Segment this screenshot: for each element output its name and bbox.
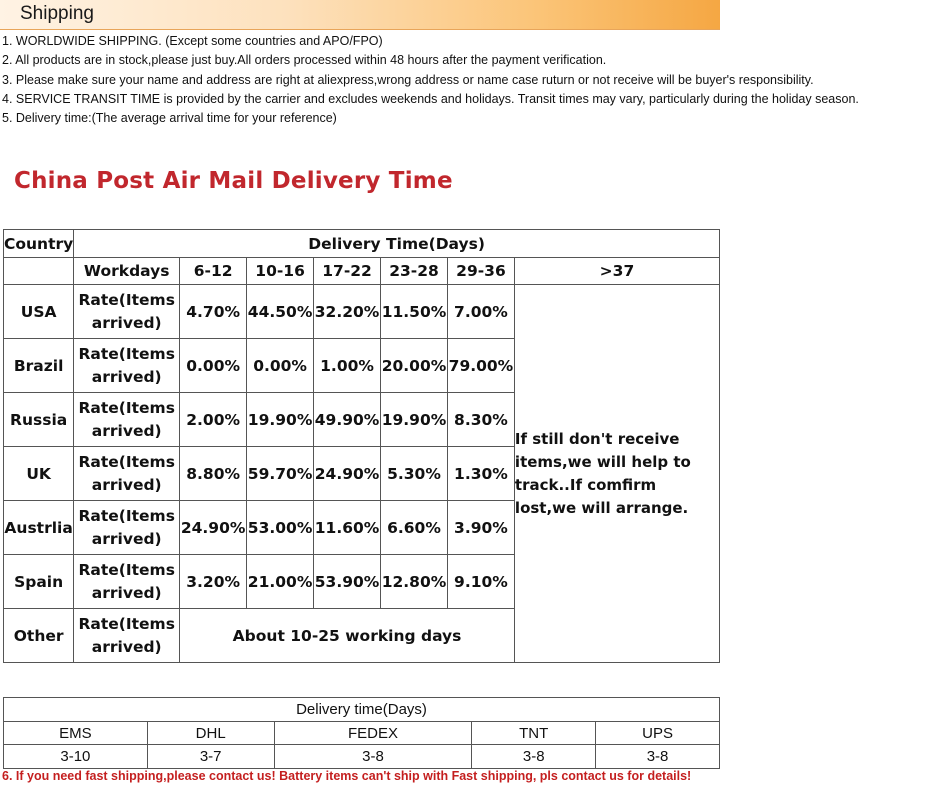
rate-value: 8.30% <box>447 393 514 447</box>
rate-value: 3.90% <box>447 501 514 555</box>
rate-value: 0.00% <box>247 339 314 393</box>
delivery-time-header: Delivery Time(Days) <box>74 230 720 258</box>
rate-label: Rate(Items arrived) <box>74 609 180 663</box>
rate-value: 59.70% <box>247 447 314 501</box>
rate-value: 4.70% <box>180 285 247 339</box>
empty-cell <box>4 258 74 285</box>
rate-value: 79.00% <box>447 339 514 393</box>
rate-value: 8.80% <box>180 447 247 501</box>
carrier-name: UPS <box>596 722 720 745</box>
fast-shipping-notice: 6. If you need fast shipping,please contact us! Battery items can't ship with Fast shipping, pls contact us for details! <box>2 769 692 783</box>
range-header: 17-22 <box>314 258 381 285</box>
note-item: 4. SERVICE TRANSIT TIME is provided by the carrier and excludes weekends and holidays. Transit times may vary, particularly during the holiday season. <box>2 91 859 106</box>
rate-value: 11.60% <box>314 501 381 555</box>
rate-value: 24.90% <box>314 447 381 501</box>
range-header: 23-28 <box>381 258 448 285</box>
note-item: 1. WORLDWIDE SHIPPING. (Except some countries and APO/FPO) <box>2 34 383 48</box>
country-header: Country <box>4 230 74 258</box>
range-header: 29-36 <box>447 258 514 285</box>
airmail-delivery-table <box>3 229 720 663</box>
tracking-note: If still don't receive items,we will help to track..If comfirm lost,we will arrange. <box>514 285 719 663</box>
rate-value: 3.20% <box>180 555 247 609</box>
country-name: Other <box>4 609 74 663</box>
rate-value: 19.90% <box>247 393 314 447</box>
shipping-notes <box>2 32 927 128</box>
rate-value: 32.20% <box>314 285 381 339</box>
express-delivery-table <box>3 697 720 769</box>
banner-title: Shipping <box>20 3 94 24</box>
rate-value: 2.00% <box>180 393 247 447</box>
rate-label: Rate(Items arrived) <box>74 501 180 555</box>
note-item: 5. Delivery time:(The average arrival time for your reference) <box>2 111 337 126</box>
carrier-name: TNT <box>472 722 596 745</box>
country-name: Austrlia <box>4 501 74 555</box>
rate-value: 12.80% <box>381 555 448 609</box>
carrier-time: 3-10 <box>4 745 148 769</box>
other-delivery-text: About 10-25 working days <box>180 609 515 663</box>
rate-value: 0.00% <box>180 339 247 393</box>
shipping-banner <box>0 0 720 30</box>
rate-value: 53.90% <box>314 555 381 609</box>
country-name: Spain <box>4 555 74 609</box>
carrier-time: 3-8 <box>596 745 720 769</box>
carrier-name: DHL <box>147 722 274 745</box>
rate-value: 49.90% <box>314 393 381 447</box>
country-name: UK <box>4 447 74 501</box>
range-header: >37 <box>514 258 719 285</box>
rate-label: Rate(Items arrived) <box>74 285 180 339</box>
carrier-name: FEDEX <box>274 722 472 745</box>
rate-value: 53.00% <box>247 501 314 555</box>
range-header: 6-12 <box>180 258 247 285</box>
rate-value: 24.90% <box>180 501 247 555</box>
workdays-label: Workdays <box>74 258 180 285</box>
express-header: Delivery time(Days) <box>4 698 720 722</box>
rate-value: 1.00% <box>314 339 381 393</box>
rate-value: 21.00% <box>247 555 314 609</box>
rate-value: 5.30% <box>381 447 448 501</box>
note-item: 3. Please make sure your name and address are right at aliexpress,wrong address or name case ruturn or not receive will be buyer's responsibility. <box>2 72 814 87</box>
airmail-heading: China Post Air Mail Delivery Time <box>14 168 453 194</box>
rate-label: Rate(Items arrived) <box>74 339 180 393</box>
carrier-time: 3-8 <box>472 745 596 769</box>
country-name: Russia <box>4 393 74 447</box>
country-name: USA <box>4 285 74 339</box>
rate-value: 44.50% <box>247 285 314 339</box>
rate-label: Rate(Items arrived) <box>74 555 180 609</box>
rate-value: 20.00% <box>381 339 448 393</box>
rate-value: 1.30% <box>447 447 514 501</box>
carrier-time: 3-8 <box>274 745 472 769</box>
country-name: Brazil <box>4 339 74 393</box>
rate-value: 6.60% <box>381 501 448 555</box>
rate-value: 9.10% <box>447 555 514 609</box>
note-item: 2. All products are in stock,please just buy.All orders processed within 48 hours after the payment verification. <box>2 53 607 68</box>
carrier-time: 3-7 <box>147 745 274 769</box>
carrier-name: EMS <box>4 722 148 745</box>
table-row <box>4 285 720 339</box>
rate-value: 11.50% <box>381 285 448 339</box>
rate-label: Rate(Items arrived) <box>74 447 180 501</box>
range-header: 10-16 <box>247 258 314 285</box>
rate-value: 19.90% <box>381 393 448 447</box>
rate-label: Rate(Items arrived) <box>74 393 180 447</box>
rate-value: 7.00% <box>447 285 514 339</box>
